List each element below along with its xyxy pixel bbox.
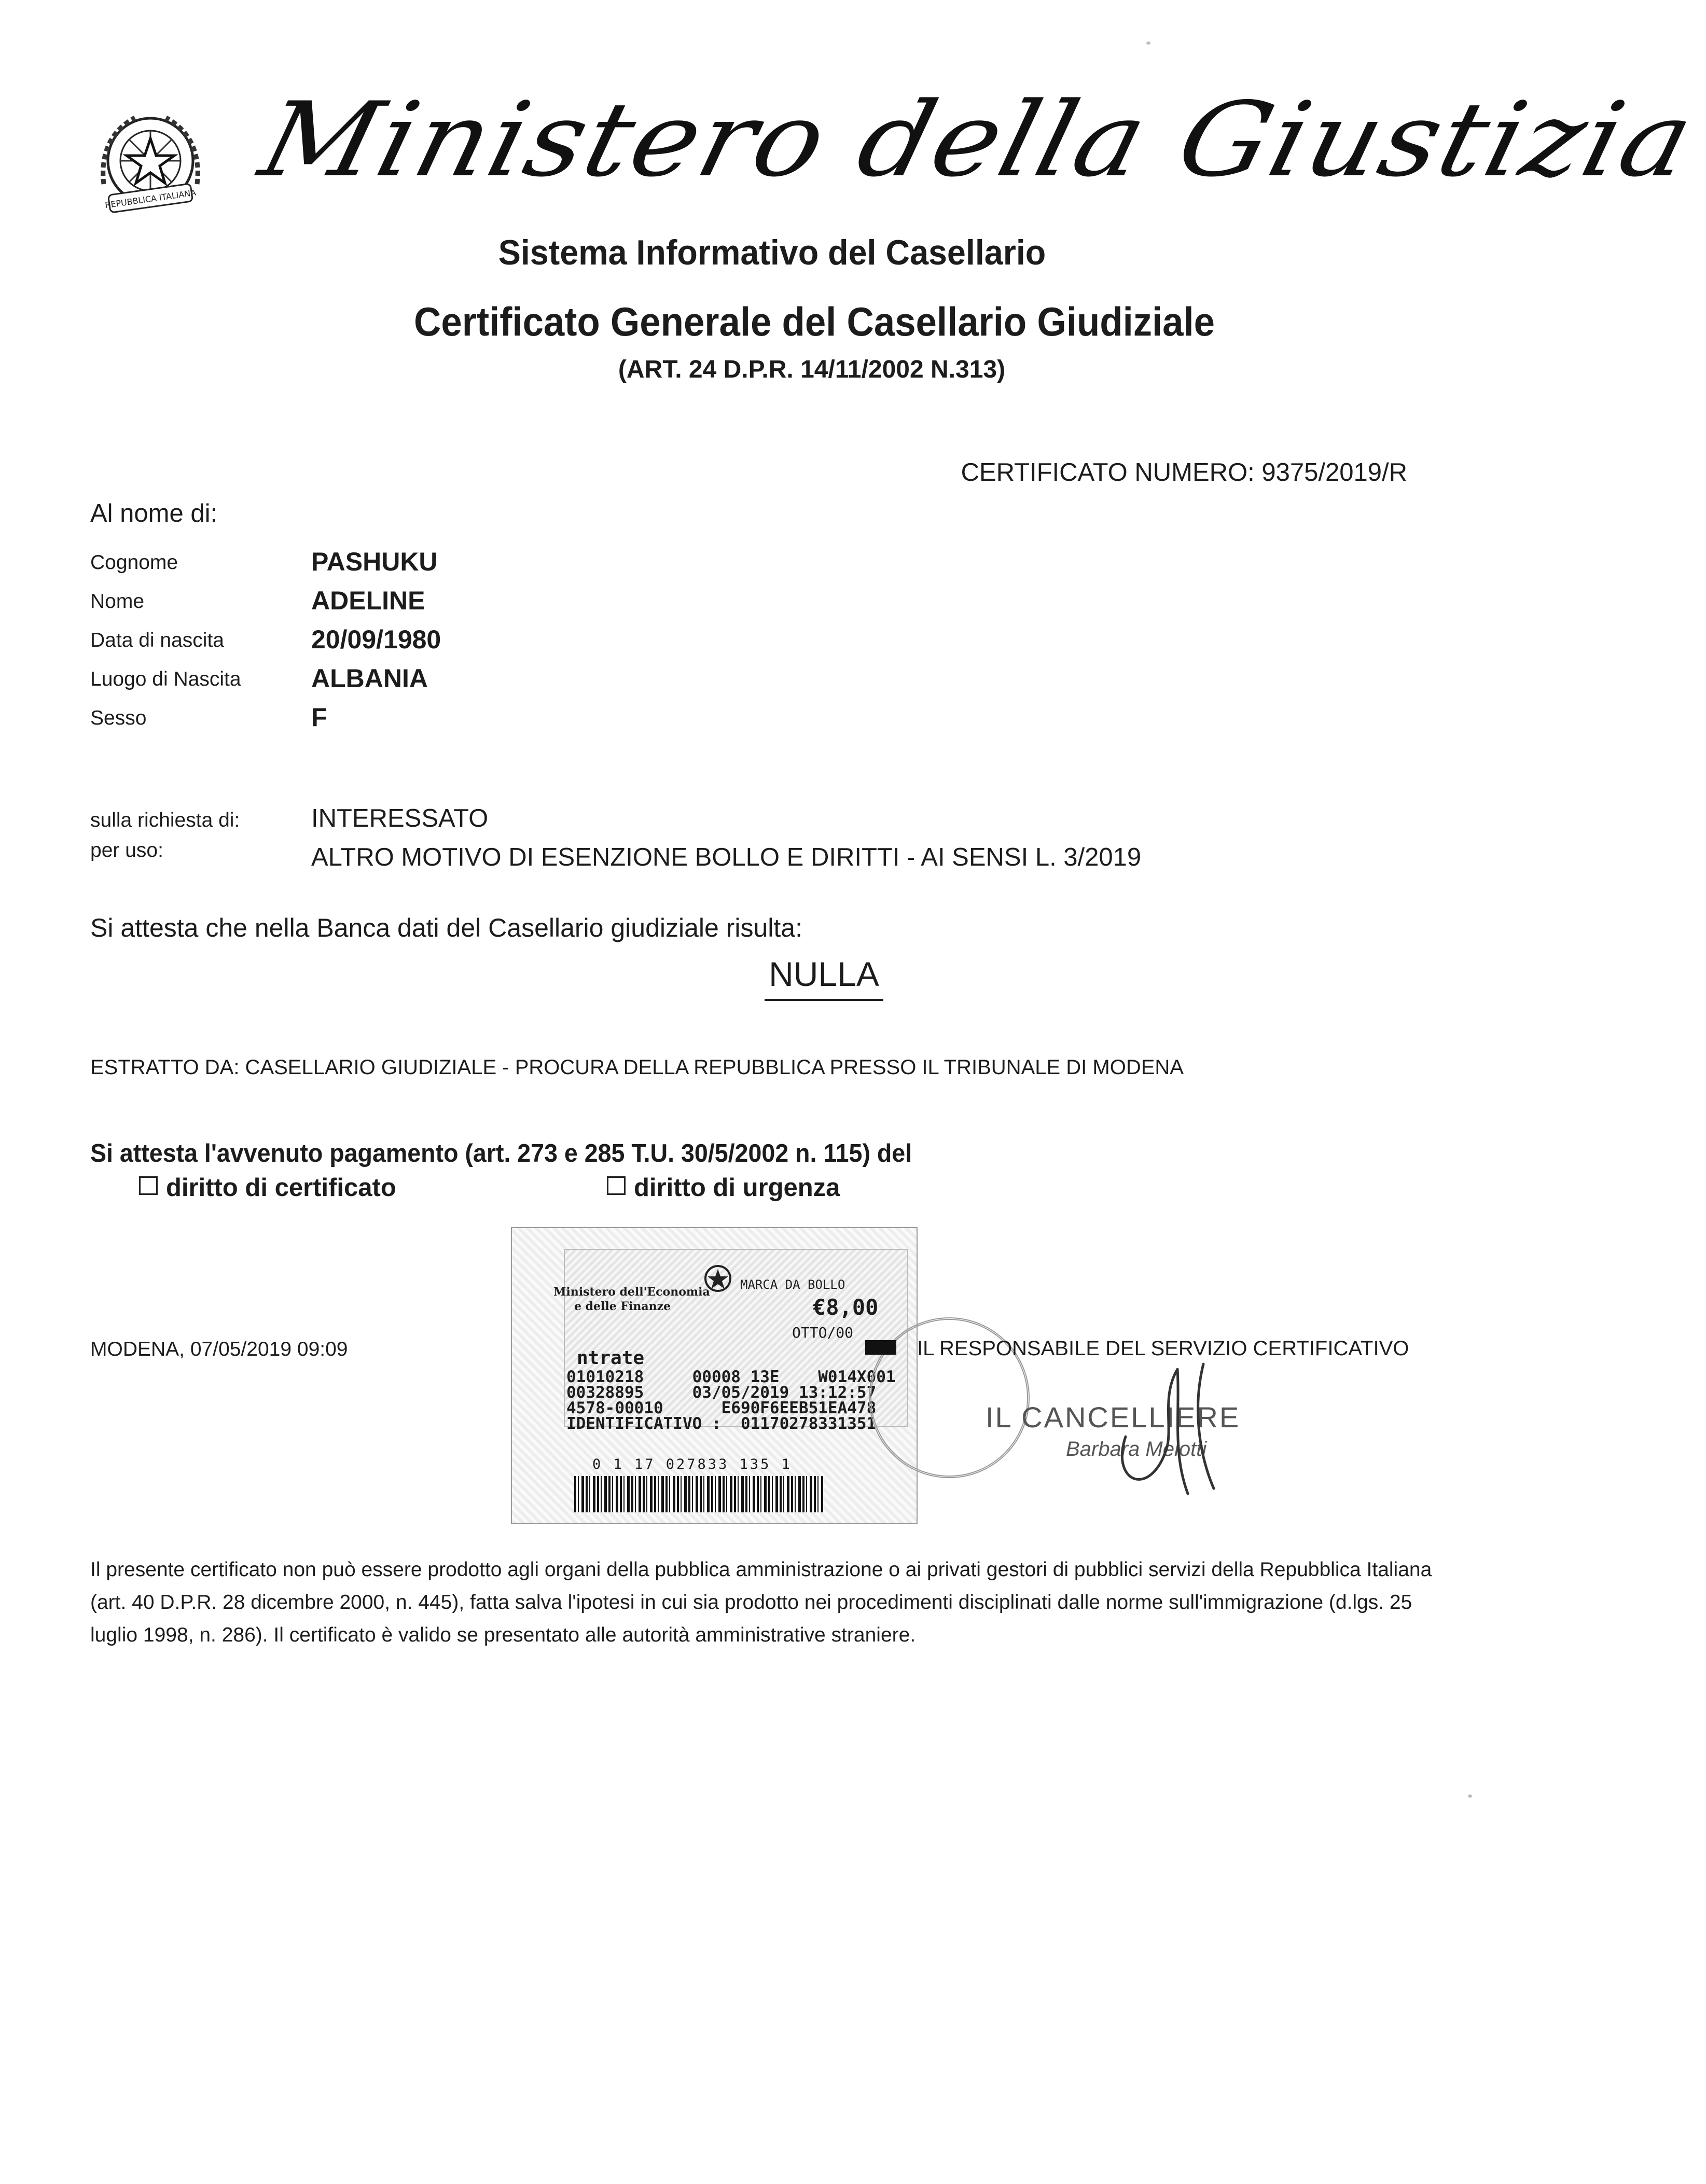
stamp-line-3: 4578-00010 E690F6EEB51EA478 [566,1399,877,1417]
surname-label: Cognome [90,551,178,574]
request-value: INTERESSATO [311,804,489,832]
payment-statement: Si attesta l'avvenuto pagamento (art. 273 e 285 T.U. 30/5/2002 n. 115) del [90,1139,912,1167]
scan-speck [1146,41,1150,45]
ministry-name: Ministero della Giustizia [249,79,1706,200]
certificate-fee-option [139,1173,396,1202]
stamp-ministry: Ministero dell'Economia [553,1285,710,1299]
system-title: Sistema Informativo del Casellario [498,233,1046,272]
stamp-amount-words: OTTO/00 [792,1324,854,1341]
handwritten-signature [1089,1348,1245,1504]
sex-value: F [311,703,327,732]
stamp-marca: MARCA DA BOLLO [740,1277,845,1292]
legal-reference: (ART. 24 D.P.R. 14/11/2002 N.313) [618,356,1006,383]
result-value: NULLA [765,954,883,1001]
place-date: MODENA, 07/05/2019 09:09 [90,1338,348,1360]
emblem-text: REPUBBLICA ITALIANA [104,187,197,211]
signatory-role: IL RESPONSABILE DEL SERVIZIO CERTIFICATIVO [917,1337,1409,1360]
sex-label: Sesso [90,707,147,729]
stamp-ministry-2: e delle Finanze [574,1300,671,1313]
checkbox-urgency-fee [607,1176,626,1195]
checkbox-certificate-fee [139,1176,158,1195]
stamp-agency: ntrate [577,1347,645,1369]
republic-emblem [88,106,213,220]
urgency-fee-option [607,1173,840,1202]
use-label: per uso: [90,839,163,861]
revenue-stamp [511,1227,918,1524]
stamp-line-1: 01010218 00008 13E W014X001 [566,1368,896,1386]
stamp-line-4: IDENTIFICATIVO : 01170278331351 [566,1414,877,1433]
urgency-fee-label: diritto di urgenza [634,1174,840,1202]
ink-mark [865,1340,896,1355]
scan-speck [1468,1795,1472,1798]
certificate-title: Certificato Generale del Casellario Giudiziale [413,299,1215,344]
signatory-title: IL CANCELLIERE [986,1401,1241,1434]
certificate-fee-label: diritto di certificato [166,1174,396,1202]
certificate-number: CERTIFICATO NUMERO: 9375/2019/R [961,458,1407,486]
stamp-barcode [574,1476,823,1512]
stamp-amount: €8,00 [813,1295,879,1320]
legal-footer: Il presente certificato non può essere prodotto agli organi della pubblica amministrazione o ai privati gestori di pubblici servizi della Repubblica Italiana (art. 40 D.P.R. 28 dicembre 2000, n. 445), fatta salva l'ipotesi in cui sia prodotto nei procedimenti disciplinati dalle norme sull'immigrazione (d.lgs. 25 luglio 1998, n. 286). Il certificato è valido se presentato alle autorità amministrative straniere. [90,1559,1432,1646]
result-statement: Si attesta che nella Banca dati del Casellario giudiziale risulta: [90,913,802,942]
extract-source: ESTRATTO DA: CASELLARIO GIUDIZIALE - PROCURA DELLA REPUBBLICA PRESSO IL TRIBUNALE DI MODENA [90,1056,1184,1079]
signatory-name: Barbara Melotti [1066,1438,1207,1460]
use-value: ALTRO MOTIVO DI ESENZIONE BOLLO E DIRITTI - AI SENSI L. 3/2019 [311,843,1142,871]
birth-place-label: Luogo di Nascita [90,668,241,690]
request-label: sulla richiesta di: [90,809,240,831]
birth-place-value: ALBANIA [311,664,428,693]
birth-date-label: Data di nascita [90,629,224,651]
stamp-line-2: 00328895 03/05/2019 13:12:57 [566,1383,877,1402]
name-value: ADELINE [311,586,425,615]
person-heading: Al nome di: [90,499,218,527]
birth-date-value: 20/09/1980 [311,625,441,654]
stamp-barcode-number: 0 1 17 027833 135 1 [592,1456,792,1472]
surname-value: PASHUKU [311,547,438,576]
name-label: Nome [90,590,145,613]
